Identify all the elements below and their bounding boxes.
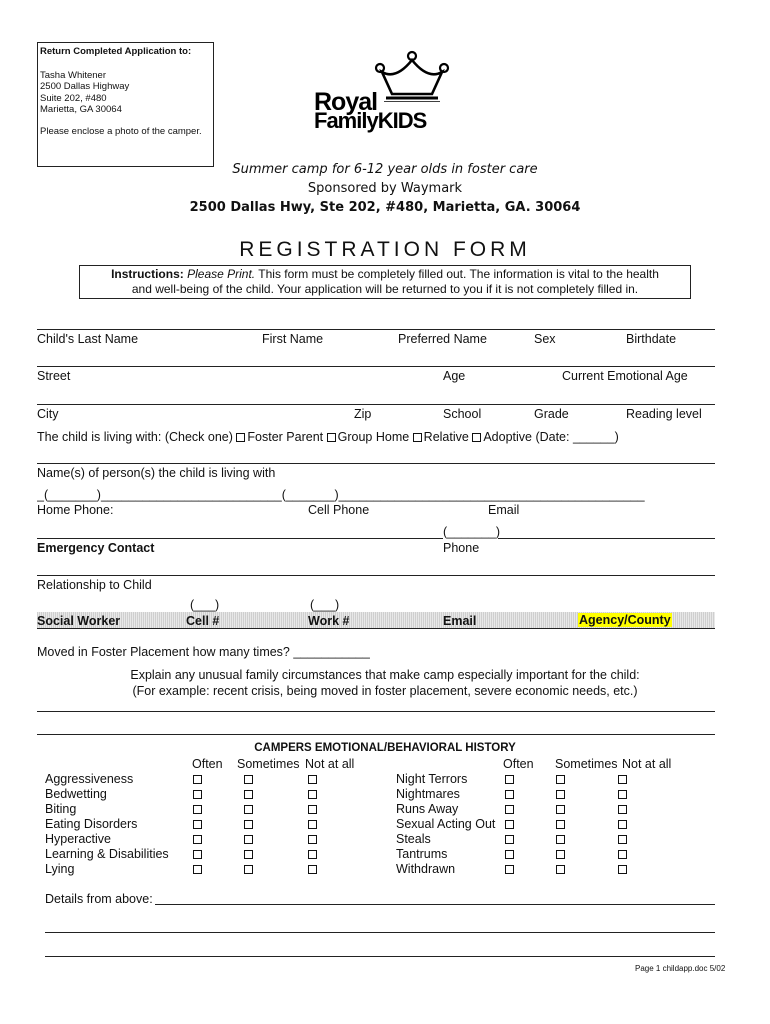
left-col-not: Not at all [305, 757, 355, 771]
right-often-checkbox[interactable] [505, 790, 514, 799]
left-often-checkbox[interactable] [193, 820, 202, 829]
return-addr-1: 2500 Dallas Highway [40, 81, 130, 92]
footer-text: Page 1 childapp.doc 5/02 [635, 964, 726, 973]
social-worker-label: Social Worker [37, 614, 121, 628]
emergency-phone-paren: (_______) [443, 525, 500, 539]
email-label: Email [488, 503, 520, 517]
cell-phone-label: Cell Phone [308, 503, 370, 517]
right-sometimes-checkbox[interactable] [556, 775, 565, 784]
group-home-label: Group Home [337, 430, 410, 444]
left-not-at-all-checkbox[interactable] [308, 850, 317, 859]
grade-label: Grade [534, 407, 569, 421]
foster-parent-label: Foster Parent [247, 430, 324, 444]
left-history-item: Learning & Disabilities [45, 847, 169, 861]
left-history-item: Hyperactive [45, 832, 111, 846]
left-sometimes-checkbox[interactable] [244, 775, 253, 784]
left-not-at-all-checkbox[interactable] [308, 805, 317, 814]
return-addr-3: Marietta, GA 30064 [40, 104, 122, 115]
subtitle-sponsor: Sponsored by Waymark [307, 181, 463, 196]
left-sometimes-checkbox[interactable] [244, 805, 253, 814]
home-phone-label: Home Phone: [37, 503, 114, 517]
sw-work-paren: (___) [310, 598, 340, 612]
right-sometimes-checkbox[interactable] [556, 850, 565, 859]
royal-family-kids-logo [314, 50, 454, 140]
explain-answer-line-1[interactable] [37, 711, 715, 712]
left-col-often: Often [192, 757, 223, 771]
instructions-print: Please Print. [187, 267, 256, 281]
adoptive-checkbox[interactable] [472, 433, 481, 442]
sw-cell-label: Cell # [186, 614, 220, 628]
right-sometimes-checkbox[interactable] [556, 835, 565, 844]
instructions-text-2: and well-being of the child. Your application will be returned to you if it is not completely filled in. [131, 282, 639, 296]
left-often-checkbox[interactable] [193, 805, 202, 814]
crown-icon [372, 50, 454, 102]
right-history-item: Withdrawn [396, 862, 456, 876]
agency-county-label: Agency/County [579, 613, 671, 627]
logo-royal: Royal [314, 88, 378, 116]
return-address-box [37, 42, 214, 167]
left-not-at-all-checkbox[interactable] [308, 790, 317, 799]
subtitle-camp: Summer camp for 6-12 year olds in foster care [232, 162, 538, 177]
left-history-item: Eating Disorders [45, 817, 138, 831]
sex-label: Sex [534, 332, 556, 346]
right-history-item: Tantrums [396, 847, 448, 861]
childs-last-name-label: Child's Last Name [37, 332, 139, 346]
instructions-text-1: This form must be completely filled out. The information is vital to the health [255, 267, 659, 281]
return-name: Tasha Whitener [40, 69, 107, 81]
right-often-checkbox[interactable] [505, 865, 514, 874]
explain-answer-line-2[interactable] [37, 734, 715, 735]
emergency-contact-label: Emergency Contact [37, 541, 155, 555]
return-heading: Return Completed Application to: [40, 46, 192, 57]
right-often-checkbox[interactable] [505, 820, 514, 829]
right-often-checkbox[interactable] [505, 835, 514, 844]
right-col-sometimes: Sometimes [555, 757, 618, 771]
left-sometimes-checkbox[interactable] [244, 820, 253, 829]
name-line[interactable] [37, 329, 715, 330]
left-often-checkbox[interactable] [193, 835, 202, 844]
moved-label[interactable]: Moved in Foster Placement how many times? ___________ [37, 645, 370, 659]
photo-note: Please enclose a photo of the camper. [40, 125, 202, 137]
left-not-at-all-checkbox[interactable] [308, 835, 317, 844]
emergency-contact-line[interactable] [37, 538, 443, 539]
group-home-checkbox[interactable] [327, 433, 336, 442]
right-sometimes-checkbox[interactable] [556, 790, 565, 799]
right-sometimes-checkbox[interactable] [556, 805, 565, 814]
right-often-checkbox[interactable] [505, 805, 514, 814]
history-title: CAMPERS EMOTIONAL/BEHAVIORAL HISTORY [254, 742, 516, 754]
right-col-not: Not at all [622, 757, 672, 771]
street-label: Street [37, 369, 71, 383]
living-with-row [37, 430, 619, 444]
relative-checkbox[interactable] [413, 433, 422, 442]
left-history-item: Aggressiveness [45, 772, 134, 786]
foster-parent-checkbox[interactable] [236, 433, 245, 442]
right-not-at-all-checkbox[interactable] [618, 865, 627, 874]
right-not-at-all-checkbox[interactable] [618, 805, 627, 814]
street-line[interactable] [37, 366, 715, 367]
left-history-item: Lying [45, 862, 75, 876]
right-history-item: Night Terrors [396, 772, 468, 786]
right-not-at-all-checkbox[interactable] [618, 850, 627, 859]
right-history-item: Runs Away [396, 802, 459, 816]
details-line-1[interactable] [155, 904, 715, 905]
zip-label: Zip [354, 407, 372, 421]
preferred-name-label: Preferred Name [398, 332, 487, 346]
right-sometimes-checkbox[interactable] [556, 865, 565, 874]
relationship-line[interactable] [37, 575, 715, 576]
right-often-checkbox[interactable] [505, 775, 514, 784]
left-often-checkbox[interactable] [193, 790, 202, 799]
reading-level-label: Reading level [626, 407, 702, 421]
left-not-at-all-checkbox[interactable] [308, 775, 317, 784]
right-often-checkbox[interactable] [505, 850, 514, 859]
left-often-checkbox[interactable] [193, 850, 202, 859]
details-line-3[interactable] [45, 956, 715, 957]
subtitle-address: 2500 Dallas Hwy, Ste 202, #480, Marietta, GA. 30064 [189, 200, 581, 215]
age-label: Age [443, 369, 466, 383]
left-col-sometimes: Sometimes [237, 757, 300, 771]
instructions-label: Instructions: [111, 267, 184, 281]
right-history-item: Sexual Acting Out [396, 817, 496, 831]
details-line-2[interactable] [45, 932, 715, 933]
left-sometimes-checkbox[interactable] [244, 790, 253, 799]
right-history-item: Steals [396, 832, 431, 846]
left-sometimes-checkbox[interactable] [244, 835, 253, 844]
phone-label: Phone [443, 541, 480, 555]
city-label: City [37, 407, 59, 421]
left-history-item: Biting [45, 802, 77, 816]
first-name-label: First Name [262, 332, 324, 346]
city-line[interactable] [37, 404, 715, 405]
emergency-phone-line[interactable] [498, 538, 715, 539]
relative-label: Relative [423, 430, 469, 444]
left-often-checkbox[interactable] [193, 775, 202, 784]
right-not-at-all-checkbox[interactable] [618, 775, 627, 784]
relationship-label: Relationship to Child [37, 578, 152, 592]
logo-familykids: FamilyKIDS [314, 108, 427, 133]
left-history-item: Bedwetting [45, 787, 107, 801]
birthdate-label: Birthdate [626, 332, 677, 346]
sw-work-label: Work # [308, 614, 350, 628]
right-history-item: Nightmares [396, 787, 460, 801]
adoptive-label: Adoptive (Date: ______) [483, 430, 619, 444]
school-label: School [443, 407, 482, 421]
details-label: Details from above: [45, 892, 153, 906]
phone-line[interactable]: _(_______)__________________________(_______)____________________________________________ [37, 488, 645, 502]
sw-cell-paren: (___) [190, 598, 220, 612]
left-often-checkbox[interactable] [193, 865, 202, 874]
left-not-at-all-checkbox[interactable] [308, 865, 317, 874]
form-title: REGISTRATION FORM [239, 238, 531, 261]
living-with-label: The child is living with: (Check one) [37, 430, 233, 444]
left-sometimes-checkbox[interactable] [244, 850, 253, 859]
instructions-box [79, 265, 691, 299]
current-emotional-age-label: Current Emotional Age [562, 369, 688, 383]
explain-line-1: Explain any unusual family circumstances that make camp especially important for the child: [130, 668, 640, 682]
sw-email-label: Email [443, 614, 477, 628]
right-not-at-all-checkbox[interactable] [618, 820, 627, 829]
left-sometimes-checkbox[interactable] [244, 865, 253, 874]
right-not-at-all-checkbox[interactable] [618, 790, 627, 799]
explain-line-2: (For example: recent crisis, being moved in foster placement, severe economic needs, etc.) [132, 684, 638, 698]
left-not-at-all-checkbox[interactable] [308, 820, 317, 829]
right-col-often: Often [503, 757, 534, 771]
right-sometimes-checkbox[interactable] [556, 820, 565, 829]
return-addr-2: Suite 202, #480 [40, 92, 107, 104]
right-not-at-all-checkbox[interactable] [618, 835, 627, 844]
names-living-with-label: Name(s) of person(s) the child is living with [37, 466, 276, 480]
names-line[interactable] [37, 463, 715, 464]
